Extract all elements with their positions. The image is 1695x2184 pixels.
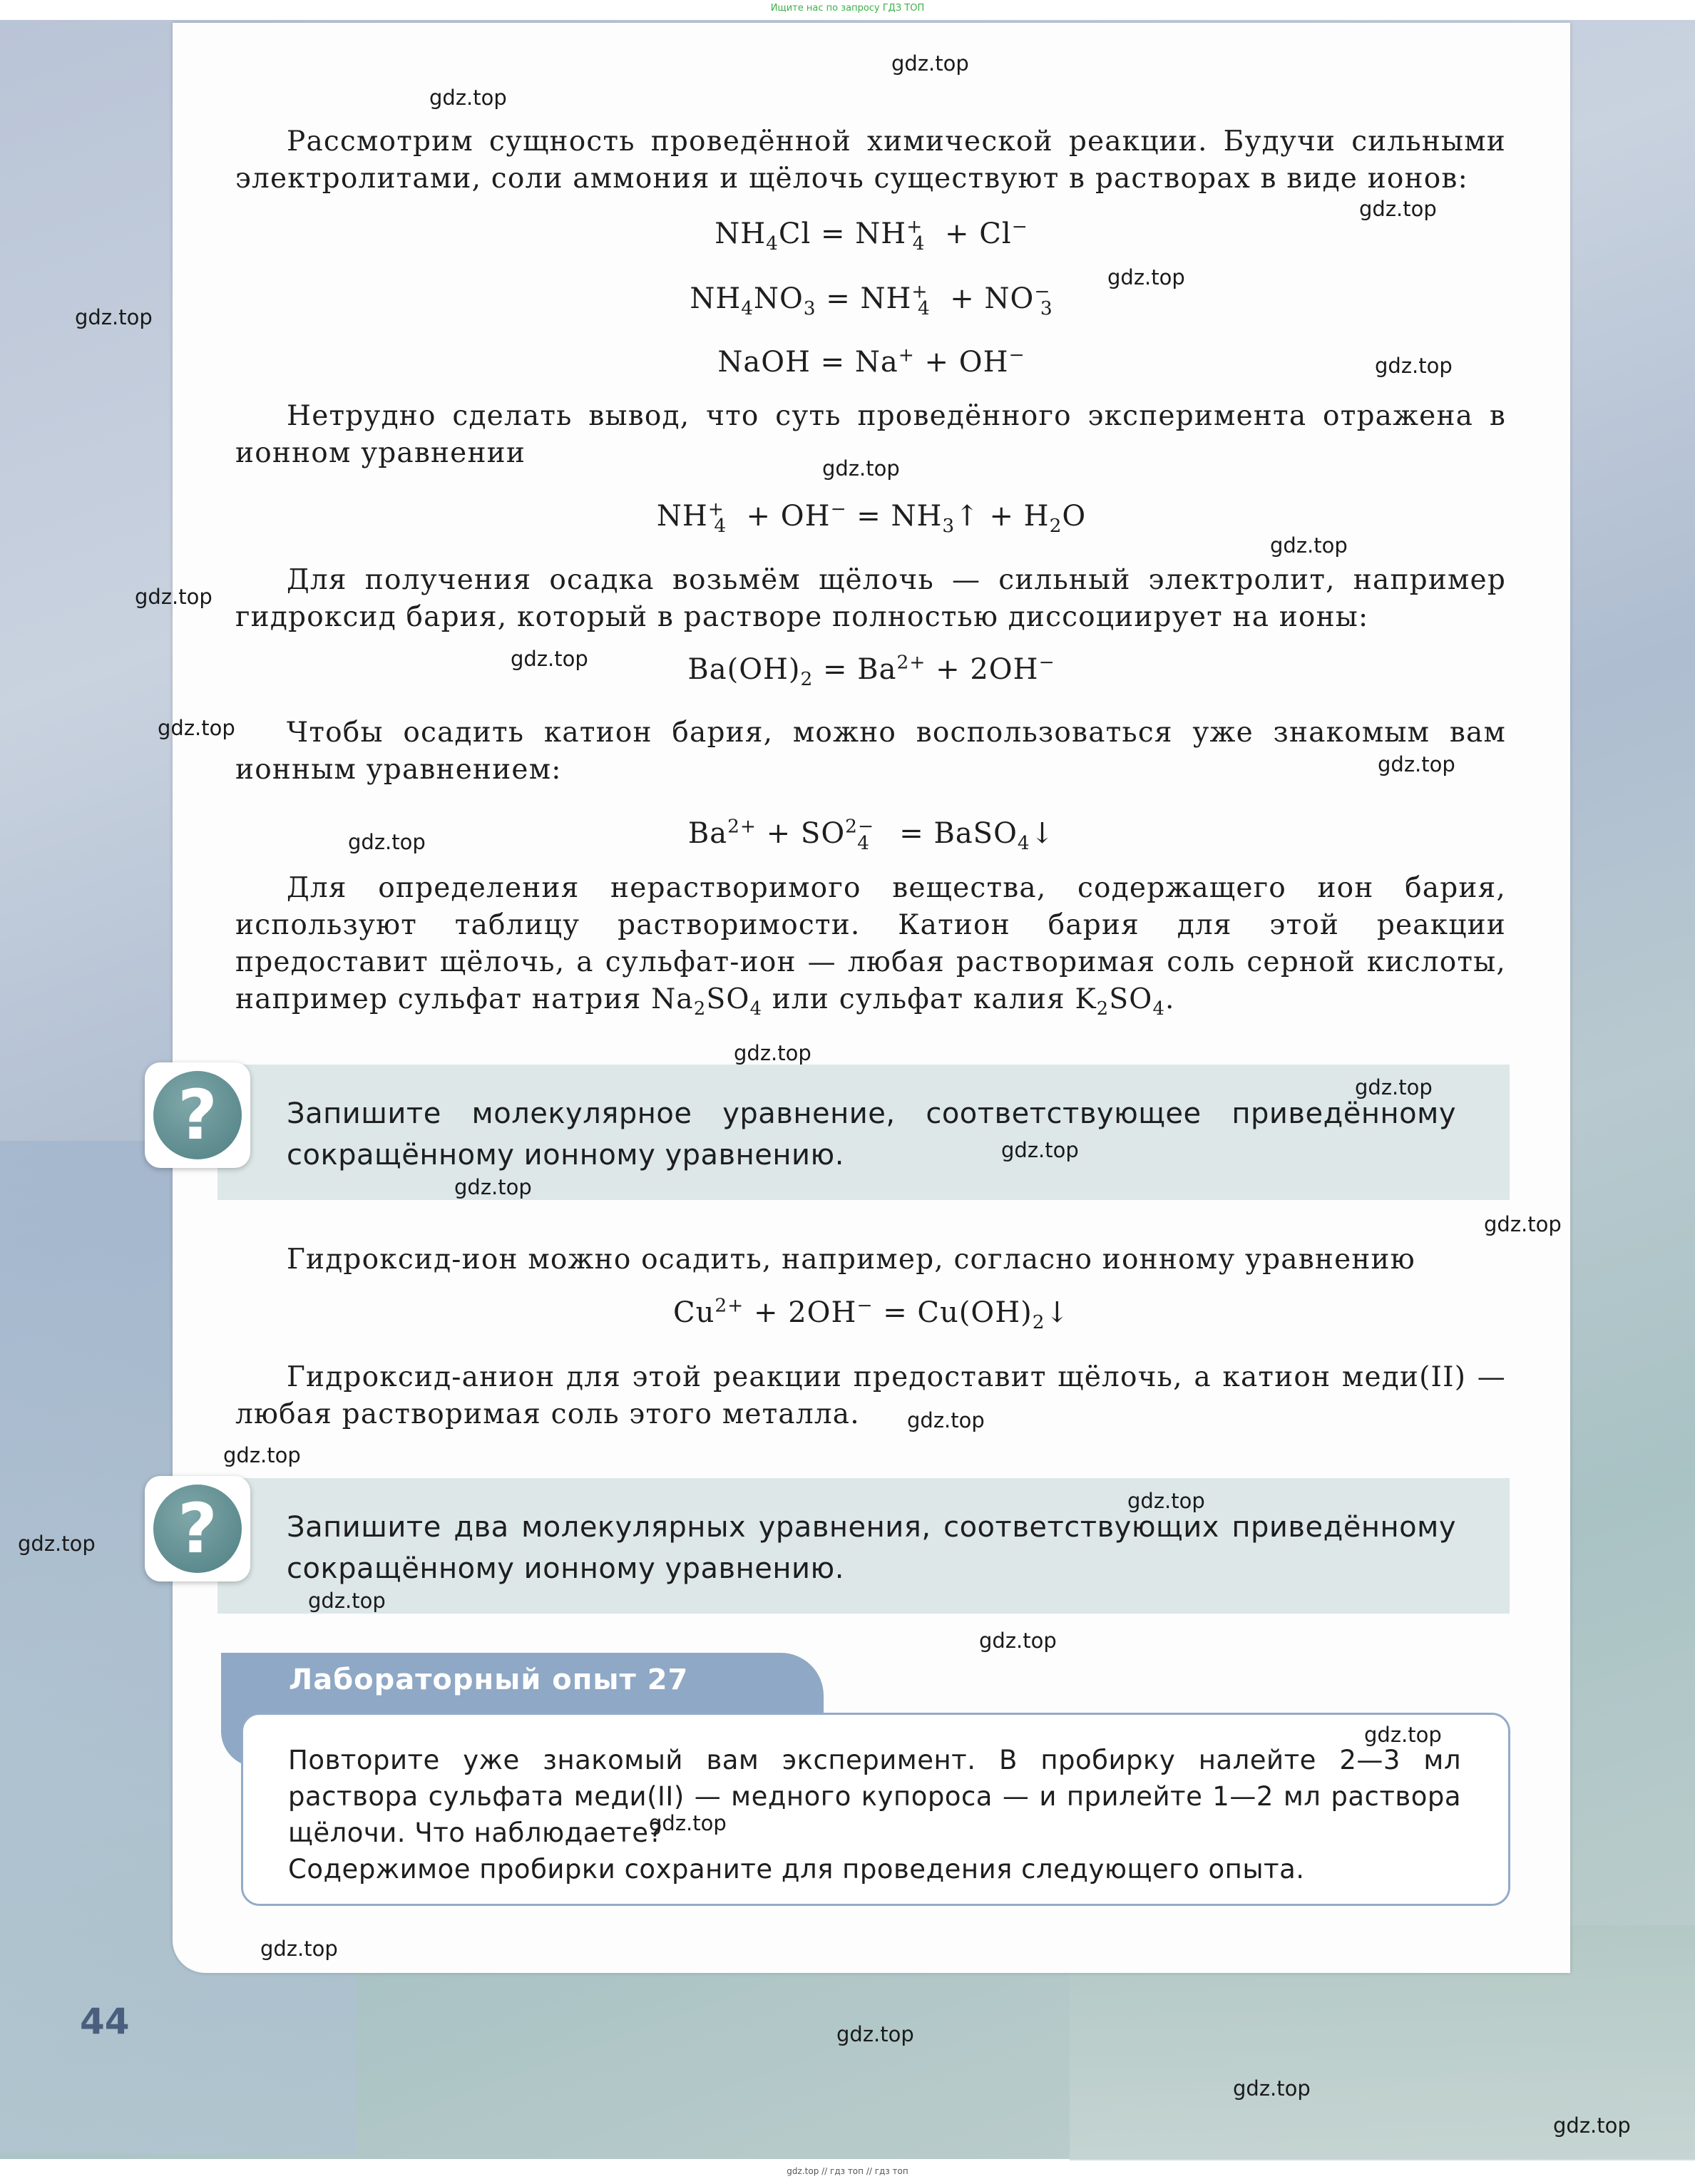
paragraph-6: Гидроксид-ион можно осадить, например, согласно ионному уравнению bbox=[287, 1244, 1415, 1276]
paragraph-5-text-a: Для определения нерастворимого вещества, содержащего ион бария, используют таблицу растворимости. Катион бария для этой реакции предоставит щёлочь, а сульфат-ион — любая растворимая соль серной кислоты, например сульфат натрия bbox=[235, 872, 1506, 1015]
watermark: gdz.top bbox=[1375, 354, 1453, 378]
question-icon bbox=[145, 1062, 250, 1168]
watermark: gdz.top bbox=[1378, 752, 1455, 776]
watermark: gdz.top bbox=[260, 1937, 338, 1961]
header-note: Ищите нас по запросу ГДЗ ТОП bbox=[770, 3, 925, 14]
paragraph-1: Рассмотрим сущность проведённой химической реакции. Будучи сильными электролитами, соли аммония и щёлочь существуют в растворах в виде ионов: bbox=[235, 125, 1506, 195]
watermark: gdz.top bbox=[158, 716, 235, 740]
paragraph-5-text-b: или сульфат калия bbox=[762, 983, 1075, 1015]
watermark: gdz.top bbox=[348, 830, 426, 854]
equation-nh4cl: $NH_4Cl = NH^+_4 + Cl^-$ bbox=[715, 215, 1028, 255]
page-number: 44 bbox=[80, 2001, 130, 2042]
question-mark-icon: ? bbox=[153, 1071, 242, 1159]
watermark: gdz.top bbox=[75, 305, 153, 329]
equation-baso4: $Ba^{2+} + SO^{2-}_4$ = BaSO$_4$↓ bbox=[687, 815, 1055, 854]
paragraph-2: Нетрудно сделать вывод, что суть проведённого эксперимента отражена в ионном уравнении bbox=[235, 400, 1506, 469]
watermark: gdz.top bbox=[1484, 1212, 1562, 1236]
watermark: gdz.top bbox=[1553, 2113, 1631, 2138]
question-1-text: Запишите молекулярное уравнение, соответствующее приведённому сокращённому ионному уравнению. bbox=[287, 1097, 1456, 1172]
question-icon bbox=[145, 1476, 250, 1581]
watermark: gdz.top bbox=[836, 2022, 914, 2046]
watermark: gdz.top bbox=[1359, 197, 1437, 221]
lab-text bbox=[288, 1742, 1461, 1887]
watermark: gdz.top bbox=[223, 1443, 301, 1467]
paragraph-4: Чтобы осадить катион бария, можно воспользоваться уже знакомым вам ионным уравнением: bbox=[235, 717, 1506, 786]
watermark: gdz.top bbox=[429, 86, 507, 110]
question-mark-icon: ? bbox=[153, 1485, 242, 1573]
paragraph-5: Для определения нерастворимого вещества, содержащего ион бария, используют таблицу растворимости. Катион бария для этой реакции предоставит щёлочь, а сульфат-ион — любая растворимая соль серной кислоты, например сульфат натрия $Na_2SO_4$ или сульфат калия $K_2SO_4$. bbox=[235, 872, 1506, 1020]
footer-note: gdz.top // гдз топ // гдз топ bbox=[787, 2166, 908, 2176]
watermark: gdz.top bbox=[1107, 265, 1185, 289]
lab-text-1: Повторите уже знакомый вам эксперимент. В пробирку налейте 2—3 мл раствора сульфата меди(II) — медного купороса — и прилейте 1—2 мл раствора щёлочи. Что наблюдаете? bbox=[288, 1745, 1461, 1848]
watermark: gdz.top bbox=[1127, 1489, 1205, 1513]
watermark: gdz.top bbox=[454, 1175, 532, 1199]
watermark: gdz.top bbox=[1001, 1138, 1079, 1162]
equation-cuoh2: $Cu^{2+} + 2OH^-$ = $Cu(OH)_2↓$ bbox=[673, 1294, 1070, 1333]
watermark: gdz.top bbox=[907, 1408, 985, 1432]
watermark: gdz.top bbox=[511, 647, 588, 671]
equation-baoh2: $Ba(OH)_2 = Ba^{2+} + 2OH^-$ bbox=[687, 651, 1055, 690]
watermark: gdz.top bbox=[135, 585, 212, 609]
watermark: gdz.top bbox=[649, 1811, 727, 1835]
paragraph-7: Гидроксид-анион для этой реакции предоставит щёлочь, а катион меди(II) — любая растворимая соль этого металла. bbox=[235, 1361, 1506, 1430]
watermark: gdz.top bbox=[891, 51, 969, 76]
equation-naoh: NaOH = Na+ + OH− bbox=[717, 344, 1025, 379]
watermark: gdz.top bbox=[1233, 2076, 1311, 2101]
equation-nh4no3: $NH_4NO_3 = NH^+_4 + NO^-_3$ bbox=[690, 280, 1053, 319]
watermark: gdz.top bbox=[308, 1589, 386, 1613]
lab-text-2: Содержимое пробирки сохраните для проведения следующего опыта. bbox=[288, 1854, 1305, 1885]
watermark: gdz.top bbox=[734, 1041, 811, 1065]
lab-title: Лабораторный опыт 27 bbox=[289, 1663, 689, 1696]
watermark: gdz.top bbox=[1355, 1075, 1433, 1099]
equation-ammonia: $NH^+_4 + OH^-$ = $NH_3↑ + H_2O$ bbox=[656, 498, 1087, 537]
question-2-text: Запишите два молекулярных уравнения, соответствующих приведённому сокращённому ионному уравнению. bbox=[287, 1511, 1456, 1585]
paragraph-3: Для получения осадка возьмём щёлочь — сильный электролит, например гидроксид бария, который в растворе полностью диссоциирует на ионы: bbox=[235, 564, 1506, 633]
watermark: gdz.top bbox=[979, 1629, 1057, 1653]
watermark: gdz.top bbox=[18, 1532, 96, 1556]
watermark: gdz.top bbox=[1364, 1723, 1442, 1747]
watermark: gdz.top bbox=[1270, 533, 1348, 558]
watermark: gdz.top bbox=[822, 456, 900, 481]
